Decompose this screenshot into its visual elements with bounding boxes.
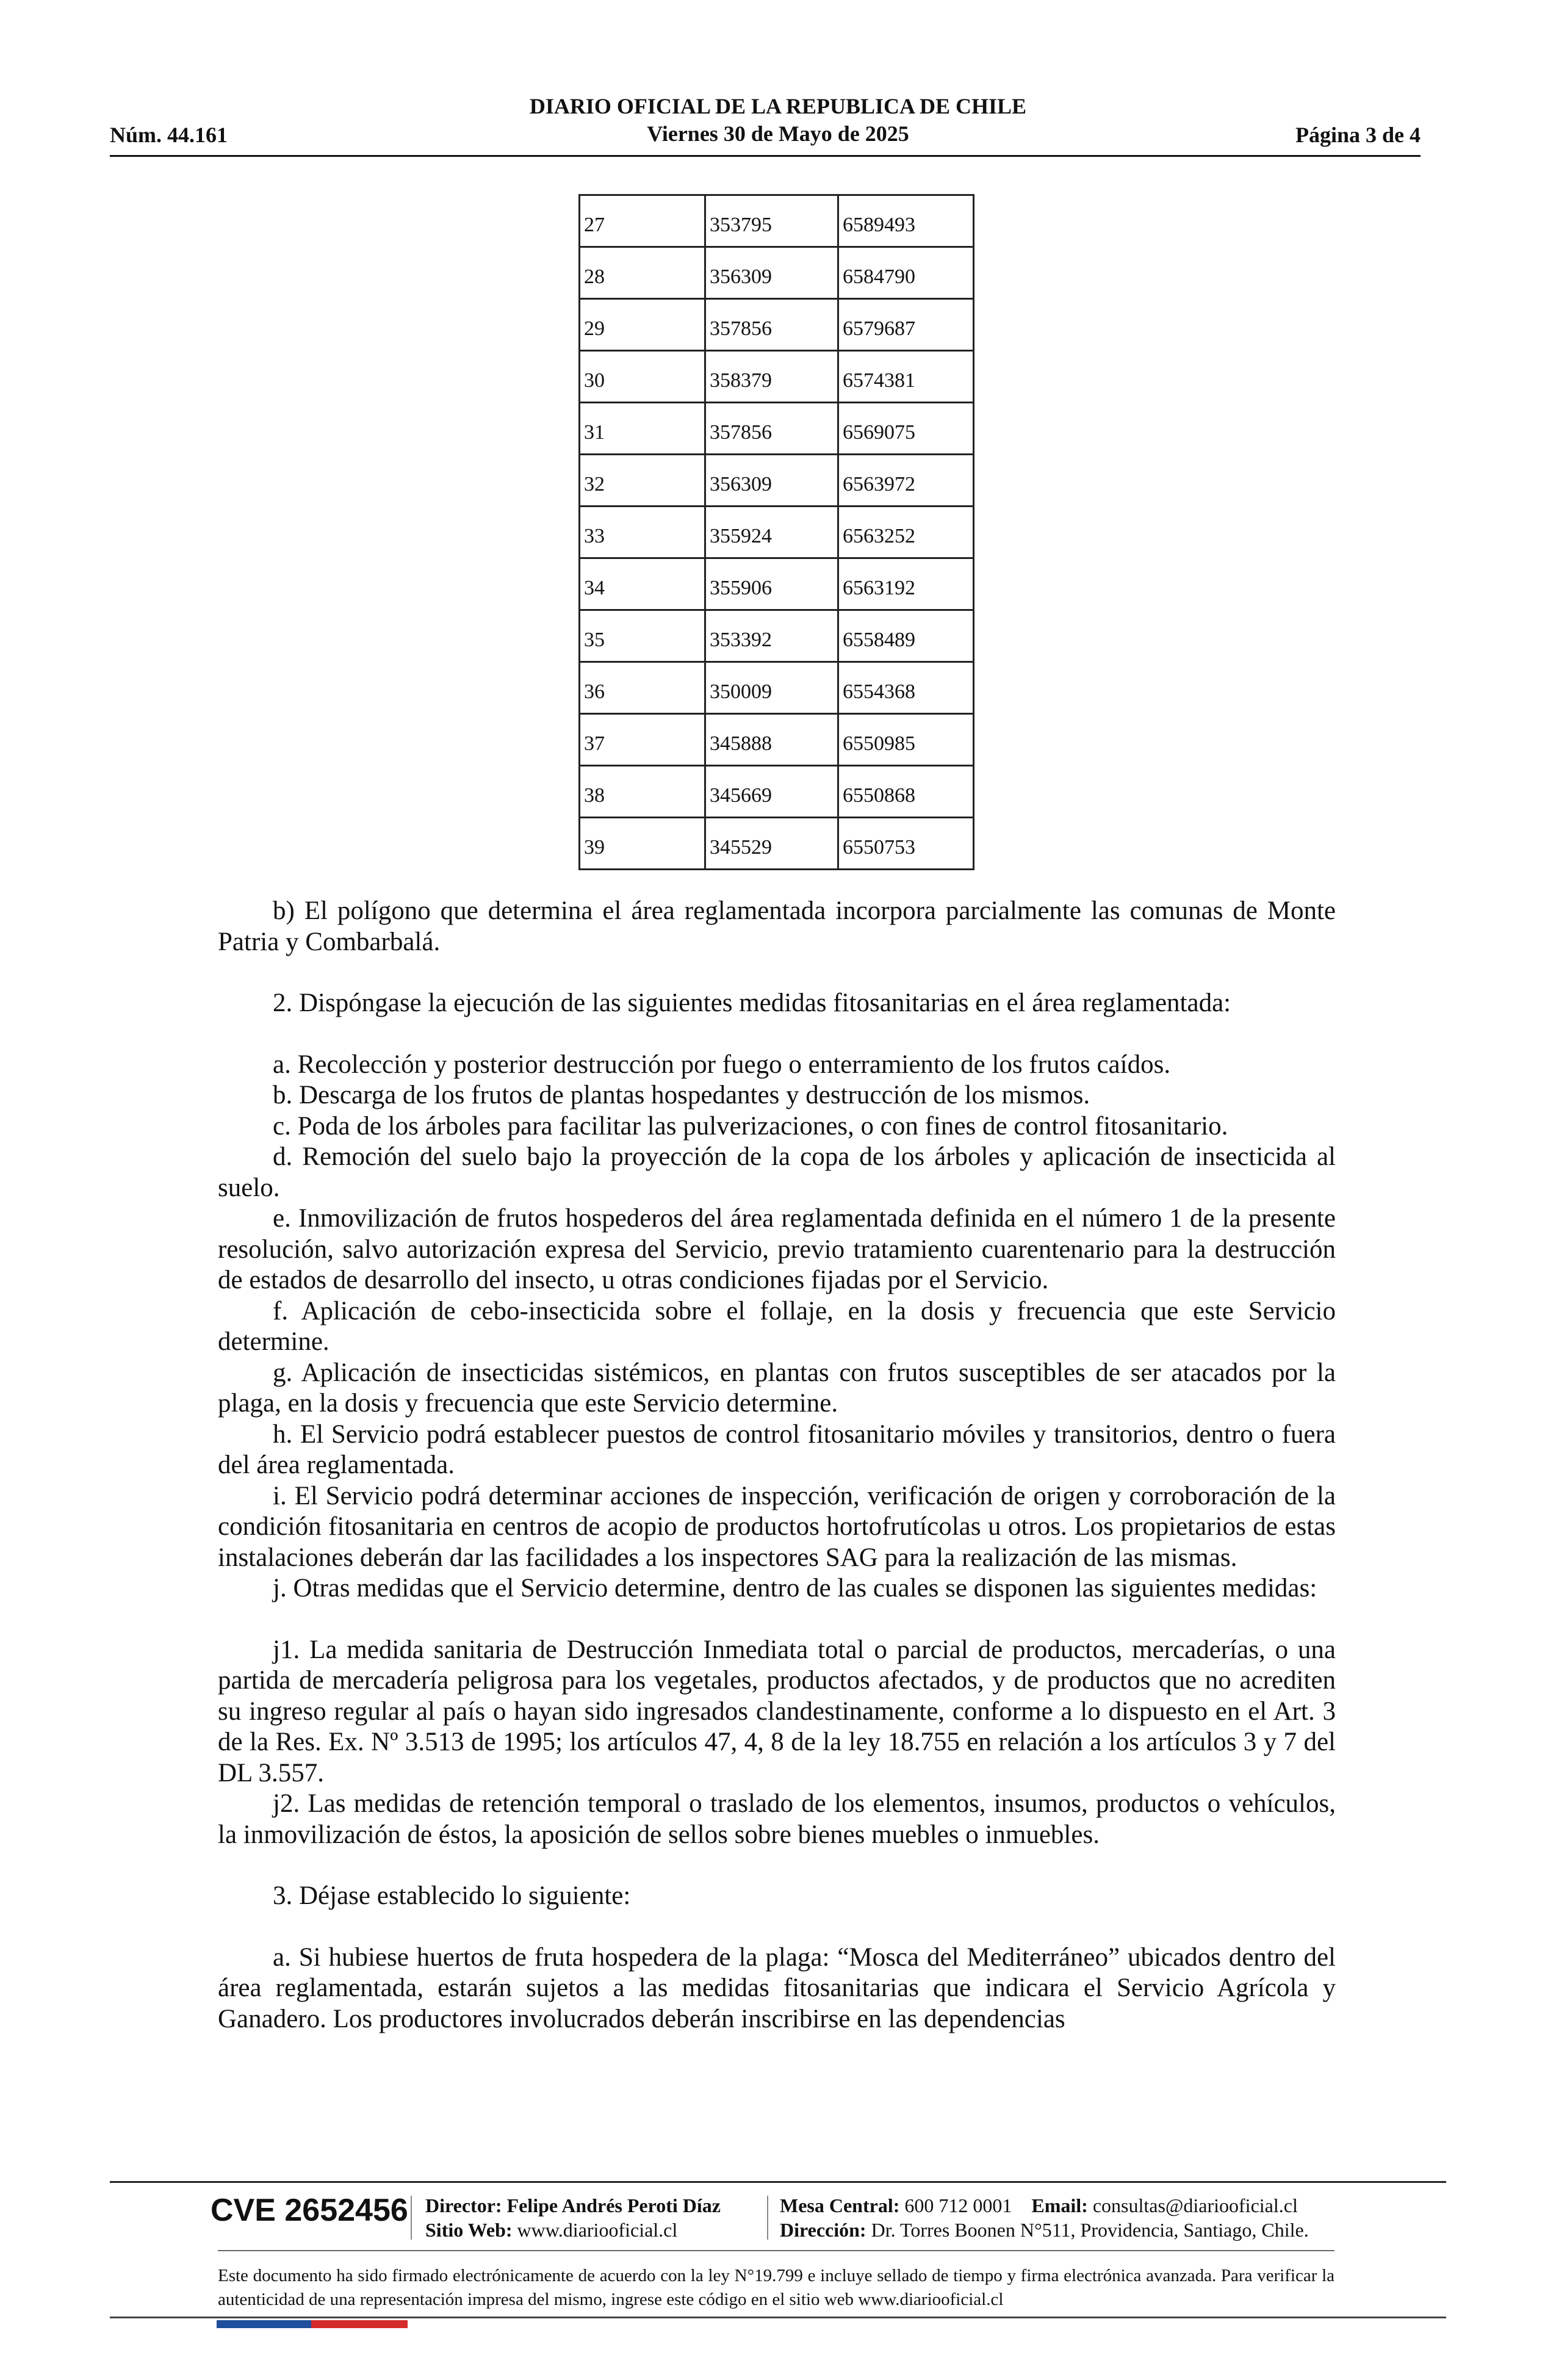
paragraph-2: 2. Dispóngase la ejecución de las siguientes medidas fitosanitarias en el área reglamentada: <box>273 989 1231 1017</box>
measure-j: j. Otras medidas que el Servicio determine, dentro de las cuales se disponen las siguientes medidas: <box>273 1574 1317 1603</box>
coordinates-table <box>578 194 974 870</box>
provision-3a: a. Si hubiese huertos de fruta hospedera de la plaga: “Mosca del Mediterráneo” ubicados dentro del área reglamentada, estarán sujetos a las medidas fitosanitarias que indicara el Servicio Agrícola y Ganadero. Los productores involucrados deberán inscribirse en las dependencias <box>218 1942 1336 2033</box>
northing-cell: 6584790 <box>838 247 974 299</box>
point-number-cell: 37 <box>580 714 705 766</box>
table-row <box>580 507 974 558</box>
easting-cell: 355906 <box>705 558 838 610</box>
northing-cell: 6554368 <box>838 662 974 714</box>
measure-f: f. Aplicación de cebo-insecticida sobre el follaje, en la dosis y frecuencia que este Servicio determine. <box>218 1296 1336 1356</box>
publication-title: DIARIO OFICIAL DE LA REPUBLICA DE CHILE <box>529 94 1027 118</box>
publication-date: Viernes 30 de Mayo de 2025 <box>647 121 909 146</box>
northing-cell: 6589493 <box>838 195 974 247</box>
point-number-cell: 32 <box>580 455 705 507</box>
northing-cell: 6569075 <box>838 403 974 455</box>
northing-cell: 6563252 <box>838 507 974 558</box>
website-label: Sitio Web: <box>425 2219 513 2241</box>
measure-i: i. El Servicio podrá determinar acciones de inspección, verificación de origen y corroboración de la condición fitosanitaria en centros de acopio de productos hortofrutícolas u otros. Los propietarios de estas instalaciones deberán dar las facilidades a los inspectores SAG para la realización de las mismas. <box>218 1481 1336 1572</box>
easting-cell: 356309 <box>705 247 838 299</box>
table-row <box>580 351 974 403</box>
signature-notice: Este documento ha sido firmado electrónicamente de acuerdo con la ley N°19.799 e incluye sellado de tiempo y firma electrónica avanzada. Para verificar la autenticidad de una representación impresa del mismo, ingrese este código en el sitio web www.diariooficial.cl <box>218 2266 1334 2309</box>
point-number-cell: 27 <box>580 195 705 247</box>
mesa-label: Mesa Central: <box>780 2194 900 2216</box>
point-number-cell: 36 <box>580 662 705 714</box>
page-indicator: Página 3 de 4 <box>1295 123 1421 147</box>
measure-d: d. Remoción del suelo bajo la proyección de la copa de los árboles y aplicación de insecticida al suelo. <box>218 1142 1336 1202</box>
coordinates-table-body <box>580 195 974 870</box>
issue-number: Núm. 44.161 <box>110 123 228 147</box>
northing-cell: 6563972 <box>838 455 974 507</box>
table-row <box>580 403 974 455</box>
footer-contact-block <box>780 2193 1309 2242</box>
northing-cell: 6550985 <box>838 714 974 766</box>
measure-j1: j1. La medida sanitaria de Destrucción Inmediata total o parcial de productos, mercaderías, o una partida de mercadería peligrosa para los vegetales, productos afectados, y de productos que no acrediten su ingreso regular al país o hayan sido ingresados clandestinamente, conforme a lo dispuesto en el Art. 3 de la Res. Ex. Nº 3.513 de 1995; los artículos 47, 4, 8 de la ley 18.755 en relación a los artículos 3 y 7 del DL 3.557. <box>218 1635 1336 1787</box>
table-row <box>580 558 974 610</box>
northing-cell: 6550753 <box>838 818 974 870</box>
easting-cell: 353392 <box>705 610 838 662</box>
point-number-cell: 34 <box>580 558 705 610</box>
point-number-cell: 38 <box>580 766 705 818</box>
easting-cell: 345669 <box>705 766 838 818</box>
easting-cell: 350009 <box>705 662 838 714</box>
northing-cell: 6579687 <box>838 299 974 351</box>
easting-cell: 345888 <box>705 714 838 766</box>
footer-divider-top <box>110 2181 1446 2183</box>
easting-cell: 357856 <box>705 299 838 351</box>
point-number-cell: 39 <box>580 818 705 870</box>
email-label: Email: <box>1031 2194 1088 2216</box>
point-number-cell: 33 <box>580 507 705 558</box>
table-row <box>580 818 974 870</box>
point-number-cell: 30 <box>580 351 705 403</box>
point-number-cell: 28 <box>580 247 705 299</box>
table-row <box>580 610 974 662</box>
footer-divider-middle <box>218 2250 1334 2251</box>
northing-cell: 6574381 <box>838 351 974 403</box>
footer-separator <box>767 2196 768 2240</box>
table-row <box>580 195 974 247</box>
point-number-cell: 29 <box>580 299 705 351</box>
flag-bar-red <box>311 2320 408 2328</box>
measure-b: b. Descarga de los frutos de plantas hospedantes y destrucción de los mismos. <box>273 1081 1090 1109</box>
flag-bar-blue <box>217 2320 311 2328</box>
address-value: Dr. Torres Boonen N°511, Providencia, Santiago, Chile. <box>871 2219 1309 2241</box>
measure-j2: j2. Las medidas de retención temporal o traslado de los elementos, insumos, productos o vehículos, la inmovilización de éstos, la aposición de sellos sobre bienes muebles o inmuebles. <box>218 1789 1336 1849</box>
table-row <box>580 766 974 818</box>
easting-cell: 357856 <box>705 403 838 455</box>
paragraph-3: 3. Déjase establecido lo siguiente: <box>273 1881 631 1910</box>
footer-divider-bottom <box>110 2317 1446 2318</box>
document-body <box>218 896 1336 2035</box>
footer-separator <box>411 2196 412 2240</box>
measure-a: a. Recolección y posterior destrucción por fuego o enterramiento de los frutos caídos. <box>273 1050 1171 1079</box>
director-name: Felipe Andrés Peroti Díaz <box>506 2194 721 2216</box>
point-number-cell: 35 <box>580 610 705 662</box>
website-link[interactable]: www.diariooficial.cl <box>517 2219 678 2241</box>
table-row <box>580 714 974 766</box>
northing-cell: 6558489 <box>838 610 974 662</box>
mesa-phone: 600 712 0001 <box>904 2194 1012 2216</box>
table-row <box>580 455 974 507</box>
easting-cell: 353795 <box>705 195 838 247</box>
cve-code: CVE 2652456 <box>211 2193 408 2228</box>
northing-cell: 6563192 <box>838 558 974 610</box>
table-row <box>580 662 974 714</box>
header-divider <box>110 155 1421 157</box>
paragraph-b: b) El polígono que determina el área reglamentada incorpora parcialmente las comunas de Monte Patria y Combarbalá. <box>218 896 1336 956</box>
measure-c: c. Poda de los árboles para facilitar las pulverizaciones, o con fines de control fitosanitario. <box>273 1111 1228 1141</box>
easting-cell: 345529 <box>705 818 838 870</box>
easting-cell: 355924 <box>705 507 838 558</box>
point-number-cell: 31 <box>580 403 705 455</box>
table-row <box>580 247 974 299</box>
northing-cell: 6550868 <box>838 766 974 818</box>
director-label: Director: <box>425 2194 502 2216</box>
easting-cell: 356309 <box>705 455 838 507</box>
email-link[interactable]: consultas@diariooficial.cl <box>1092 2194 1298 2216</box>
footer-director-block <box>425 2193 721 2242</box>
table-row <box>580 299 974 351</box>
measure-e: e. Inmovilización de frutos hospederos del área reglamentada definida en el número 1 de la presente resolución, salvo autorización expresa del Servicio, previo tratamiento cuarentenario para la destrucción de estados de desarrollo del insecto, u otras condiciones fijadas por el Servicio. <box>218 1204 1336 1294</box>
easting-cell: 358379 <box>705 351 838 403</box>
measure-h: h. El Servicio podrá establecer puestos de control fitosanitario móviles y transitorios, dentro o fuera del área reglamentada. <box>218 1419 1336 1479</box>
address-label: Dirección: <box>780 2219 866 2241</box>
measure-g: g. Aplicación de insecticidas sistémicos, en plantas con frutos susceptibles de ser atacados por la plaga, en la dosis y frecuencia que este Servicio determine. <box>218 1358 1336 1418</box>
